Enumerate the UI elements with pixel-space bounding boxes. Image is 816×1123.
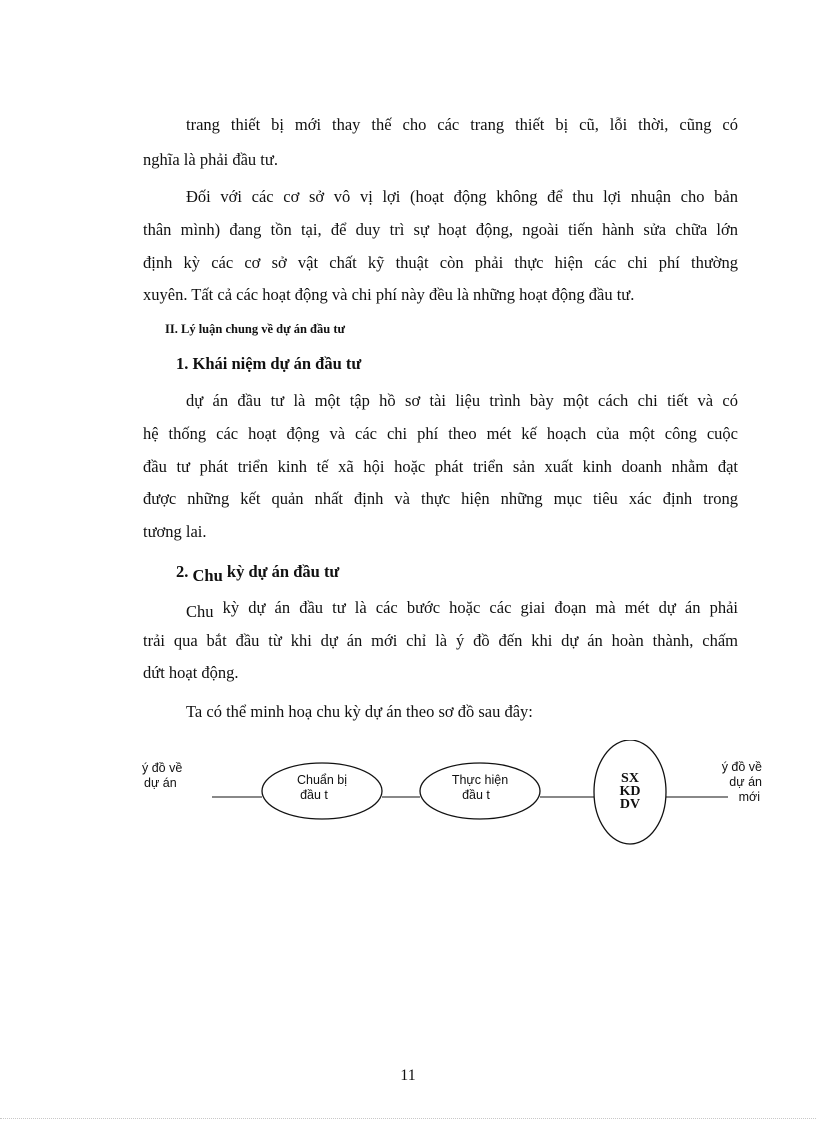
end-label-line-3: mới xyxy=(738,790,760,804)
stage-1-line-1: Chuẩn bị xyxy=(296,773,348,787)
paragraph-1-line-2: nghĩa là phải đầu tư. xyxy=(143,150,278,169)
bottom-divider xyxy=(0,1118,816,1119)
heading-2-rest: kỳ dự án đầu tư xyxy=(222,562,340,581)
paragraph-2-line-2: thân mình) đang tồn tại, để duy trì sự hoạt động, ngoài tiến hành sửa chữa lớn xyxy=(143,220,738,239)
page-number: 11 xyxy=(400,1067,416,1084)
heading-1: 1. Khái niệm dự án đầu tư xyxy=(176,354,362,373)
start-label-line-2: dự án xyxy=(144,776,177,790)
heading-2-word: Chu xyxy=(192,566,223,585)
paragraph-2-line-4: xuyên. Tất cả các hoạt động và chi phí này đều là những hoạt động đầu tư. xyxy=(143,285,635,304)
paragraph-3-line-2: hệ thống các hoạt động và các chi phí theo mét kế hoạch của một công cuộc xyxy=(143,424,738,443)
stage-2-line-2: đầu t xyxy=(462,788,490,802)
paragraph-2-line-1: Đối với các cơ sở vô vị lợi (hoạt động không để thu lợi nhuận cho bản xyxy=(186,187,738,206)
paragraph-3-line-4: được những kết quản nhất định và thực hiện những mục tiêu xác định trong xyxy=(143,489,738,508)
paragraph-4-line-1-text: kỳ dự án đầu tư là các bước hoặc các giai đoạn mà mét dự án phải xyxy=(213,598,738,617)
project-cycle-diagram xyxy=(130,740,770,850)
paragraph-3-line-3: đầu tư phát triển kinh tế xã hội hoặc phát triển sản xuất kinh doanh nhằm đạt xyxy=(143,457,738,476)
stage-3-line-1: SX xyxy=(621,771,639,786)
paragraph-4-line-1 xyxy=(186,598,738,621)
start-label-line-1: ý đồ về xyxy=(142,761,183,775)
stage-3-line-3: DV xyxy=(619,797,641,812)
section-heading: II. Lý luận chung về dự án đầu tư xyxy=(165,322,345,336)
end-label-line-2: dự án xyxy=(729,775,762,789)
heading-2 xyxy=(176,562,340,585)
heading-2-prefix: 2. xyxy=(176,562,193,581)
stage-3-line-2: KD xyxy=(619,784,641,799)
stage-1-line-2: đầu t xyxy=(300,788,328,802)
end-label-line-1: ý đồ về xyxy=(721,760,762,774)
paragraph-3-line-1: dự án đầu tư là một tập hồ sơ tài liệu trình bày một cách chi tiết và có xyxy=(186,391,738,410)
paragraph-1-line-1: trang thiết bị mới thay thế cho các trang thiết bị cũ, lỗi thời, cũng có xyxy=(186,115,738,134)
paragraph-3-line-5: tương lai. xyxy=(143,522,207,541)
paragraph-4-line-2: trải qua bắt đầu từ khi dự án mới chỉ là ý đồ đến khi dự án hoàn thành, chấm xyxy=(143,631,738,650)
stage-2-line-1: Thực hiện xyxy=(451,773,509,787)
paragraph-5: Ta có thể minh hoạ chu kỳ dự án theo sơ đồ sau đây: xyxy=(186,702,533,721)
paragraph-4-line-3: dứt hoạt động. xyxy=(143,663,239,682)
paragraph-2-line-3: định kỳ các cơ sở vật chất kỹ thuật còn phải thực hiện các chi phí thường xyxy=(143,253,738,272)
paragraph-4-first-word: Chu xyxy=(186,602,214,621)
